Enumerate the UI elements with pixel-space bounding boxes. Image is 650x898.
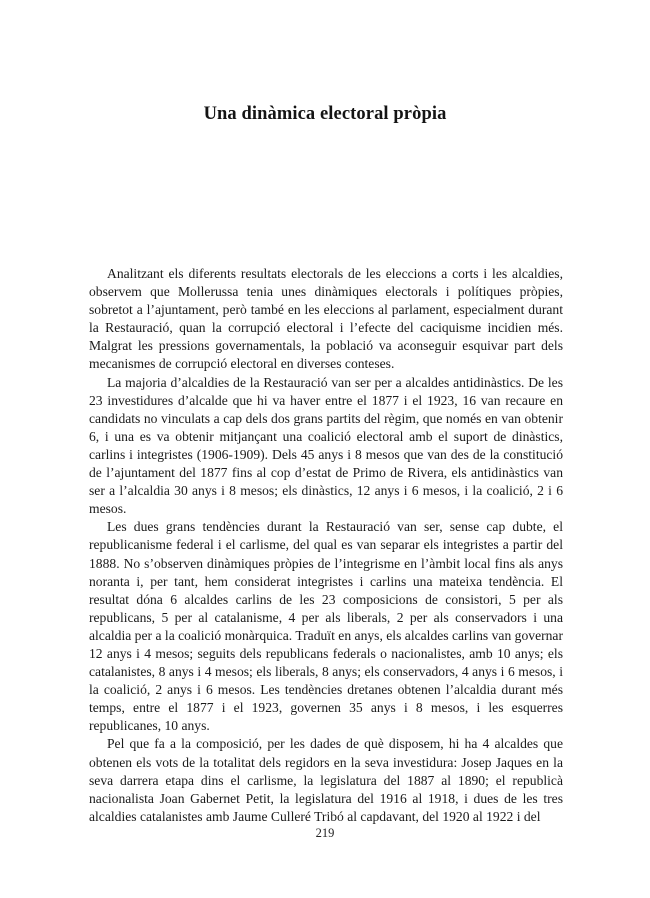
chapter-title: Una dinàmica electoral pròpia bbox=[203, 104, 447, 124]
paragraph: La majoria d’alcaldies de la Restauració van ser per a alcaldes antidinàstics. De les 23 investidures d’alcalde que hi va haver entre el 1877 i el 1923, 16 van recaure en candidats no vinculats a cap dels dos grans partits del règim, que només en van obtenir 6, i una es va obtenir mitjançant una coalició electoral amb el suport de dinàstics, carlins i integristes (1906-1909). Dels 45 anys i 8 mesos que van des de la constitució de l’ajuntament del 1877 fins al cop d’estat de Primo de Rivera, els antidinàstics van ser a l’alcaldia 30 anys i 8 mesos; els dinàstics, 12 anys i 6 mesos, i la coalició, 2 i 6 mesos. bbox=[89, 374, 563, 517]
paragraph: Pel que fa a la composició, per les dades de què disposem, hi ha 4 alcaldes que obtenen els vots de la totalitat dels regidors en la seva investidura: Josep Jaques en la seva darrera etapa dins el carlisme, la legislatura del 1887 al 1890; el republicà nacionalista Joan Gabernet Petit, la legislatura del 1916 al 1918, i dues de les tres alcaldies catalanistes amb Jaume Culleré Tribó al capdavant, del 1920 al 1922 i del bbox=[89, 736, 563, 824]
body-text bbox=[89, 265, 563, 826]
paragraph: Les dues grans tendències durant la Restauració van ser, sense cap dubte, el republicanisme federal i el carlisme, del qual es van separar els integristes a partir del 1888. No s’observen dinàmiques pròpies de l’integrisme en l’àmbit local fins als anys noranta i, per tant, hem considerat integristes i carlins una mateixa tendència. El resultat dóna 6 alcaldes carlins de les 23 composicions de consistori, 5 per als republicans, 5 per al catalanisme, 4 per als liberals, 2 per als conservadors i una alcaldia per a la coalició monàrquica. Traduït en anys, els alcaldes carlins van governar 12 anys i 4 mesos; seguits dels republicans federals o nacionalistes, amb 10 anys; els catalanistes, 8 anys i 4 mesos; els liberals, 8 anys; els conservadors, 4 anys i 6 mesos, i la coalició, 2 anys i 6 mesos. Les tendències dretanes obtenen l’alcaldia durant més temps, entre el 1877 i el 1923, governen 35 anys i 8 mesos, i les esquerres republicanes, 10 anys. bbox=[89, 519, 563, 734]
paragraph: Analitzant els diferents resultats electorals de les eleccions a corts i les alcaldies, observem que Mollerussa tenia unes dinàmiques electorals i polítiques pròpies, sobretot a l’ajuntament, però també en les eleccions al parlament, especialment durant la Restauració, quan la corrupció electoral i l’efecte del caciquisme incidien més. Malgrat les pressions governamentals, la població va aconseguir esquivar part dels mecanismes de corrupció electoral en diverses conteses. bbox=[89, 266, 563, 372]
page-number: 219 bbox=[315, 826, 335, 840]
